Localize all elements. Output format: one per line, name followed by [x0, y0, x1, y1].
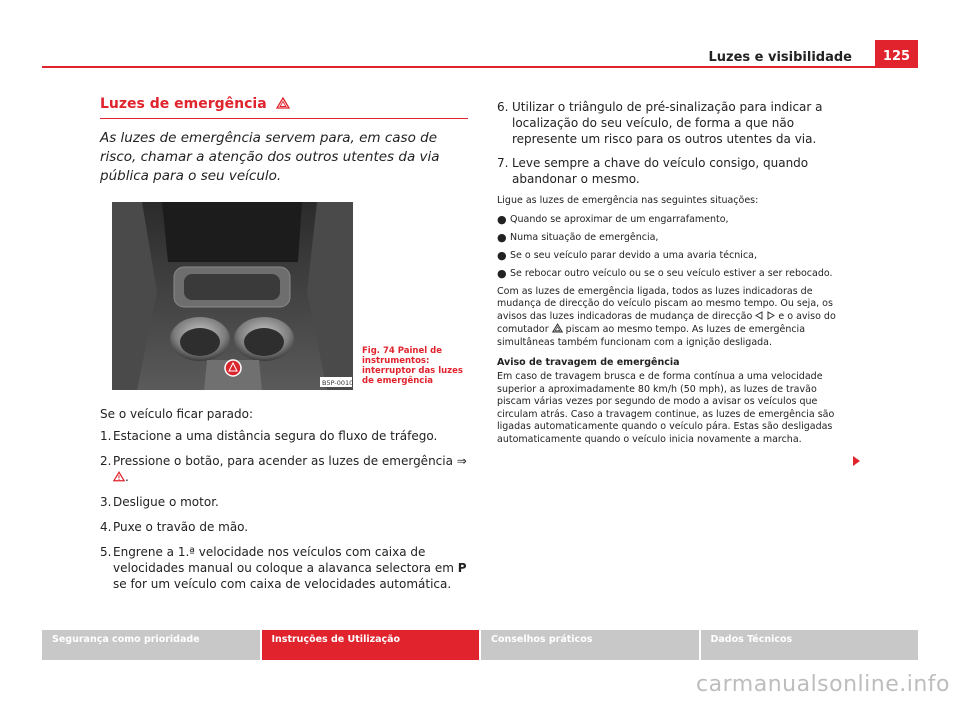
- continued-arrow-icon: [853, 456, 860, 466]
- watermark: carmanualsonline.info: [696, 672, 950, 697]
- left-column: [100, 96, 468, 601]
- list-item: 7. Leve sempre a chave do veículo consigo, quando abandonar o mesmo.: [497, 156, 809, 186]
- hazard-paragraph: Com as luzes de emergência ligada, todos as luzes indicadoras de mudança de direcção do veículo piscam ao mesmo tempo. Ou seja, os avisos das luzes indicadoras de mudança de direcção e o aviso do comutador piscam ao mesmo tempo. As luzes de emergência simultâneas também funcionam com a ignição desligada.: [497, 285, 836, 348]
- situations-list: [497, 214, 853, 280]
- warning-triangle-icon: [552, 323, 563, 333]
- brake-warning-text: Em caso de travagem brusca e de forma contínua a uma velocidade superior a aproximadamente 80 km/h (50 mph), as luzes de travão piscam várias vezes por segundo de modo a avisar os veículos que circulam atrás. Caso a travagem continue, as luzes de emergência são ligadas automaticamente quando o veículo pára. Estas são desligadas automaticamente quando o veículo inicia novamente a marcha.: [497, 371, 835, 445]
- steps-intro: Se o veículo ficar parado:: [100, 407, 253, 421]
- section-heading: [100, 96, 468, 119]
- section-title-text: Luzes de emergência: [100, 96, 267, 112]
- warning-triangle-icon: [276, 97, 290, 109]
- list-item: 1. Estacione a uma distância segura do fluxo de tráfego.: [100, 429, 438, 443]
- console-photo: [112, 202, 353, 390]
- list-item: ● Quando se aproximar de um engarrafamento,: [497, 212, 729, 226]
- list-item: ● Numa situação de emergência,: [497, 230, 659, 244]
- footer-tabs: [42, 630, 918, 660]
- warning-triangle-icon: [113, 471, 125, 482]
- steps-list: [100, 428, 468, 592]
- tab-instrucoes[interactable]: Instruções de Utilização: [262, 630, 480, 660]
- right-column: [497, 99, 853, 446]
- figure: [100, 202, 468, 392]
- list-item: 3. Desligue o motor.: [100, 495, 219, 509]
- list-item: 6. Utilizar o triângulo de pré-sinalização para indicar a localização do seu veículo, de forma a que não represente um risco para os outros utentes da via.: [497, 100, 823, 146]
- list-item: 4. Puxe o travão de mão.: [100, 520, 249, 534]
- brake-warning-heading: Aviso de travagem de emergência: [497, 357, 680, 368]
- steps-list-continued: [497, 99, 853, 187]
- situations-intro: Ligue as luzes de emergência nas seguintes situações:: [497, 195, 759, 206]
- tab-conselhos[interactable]: Conselhos práticos: [481, 630, 699, 660]
- list-item: ● Se rebocar outro veículo ou se o seu veículo estiver a ser rebocado.: [497, 266, 833, 280]
- running-header-title: Luzes e visibilidade: [708, 50, 852, 65]
- turn-signal-arrows-icon: [755, 311, 775, 320]
- list-item: ● Se o seu veículo parar devido a uma avaria técnica,: [497, 248, 758, 262]
- figure-caption: Fig. 74 Painel de instrumentos: interruptor das luzes de emergência: [362, 346, 463, 386]
- intro-text: As luzes de emergência servem para, em caso de risco, chamar a atenção dos outros utentes da via pública para o seu veículo.: [100, 130, 440, 184]
- list-item: 5. Engrene a 1.ª velocidade nos veículos com caixa de velocidades manual ou coloque a alavanca selectora em P se for um veículo com caixa de velocidades automática.: [100, 545, 467, 591]
- header-rule: [42, 66, 918, 68]
- photo-code: B5P-0010: [322, 379, 353, 387]
- tab-dados-tecnicos[interactable]: Dados Técnicos: [701, 630, 919, 660]
- tab-seguranca[interactable]: Segurança como prioridade: [42, 630, 260, 660]
- page-number: 125: [875, 40, 918, 67]
- list-item: 2. Pressione o botão, para acender as luzes de emergência ⇒ .: [100, 454, 467, 484]
